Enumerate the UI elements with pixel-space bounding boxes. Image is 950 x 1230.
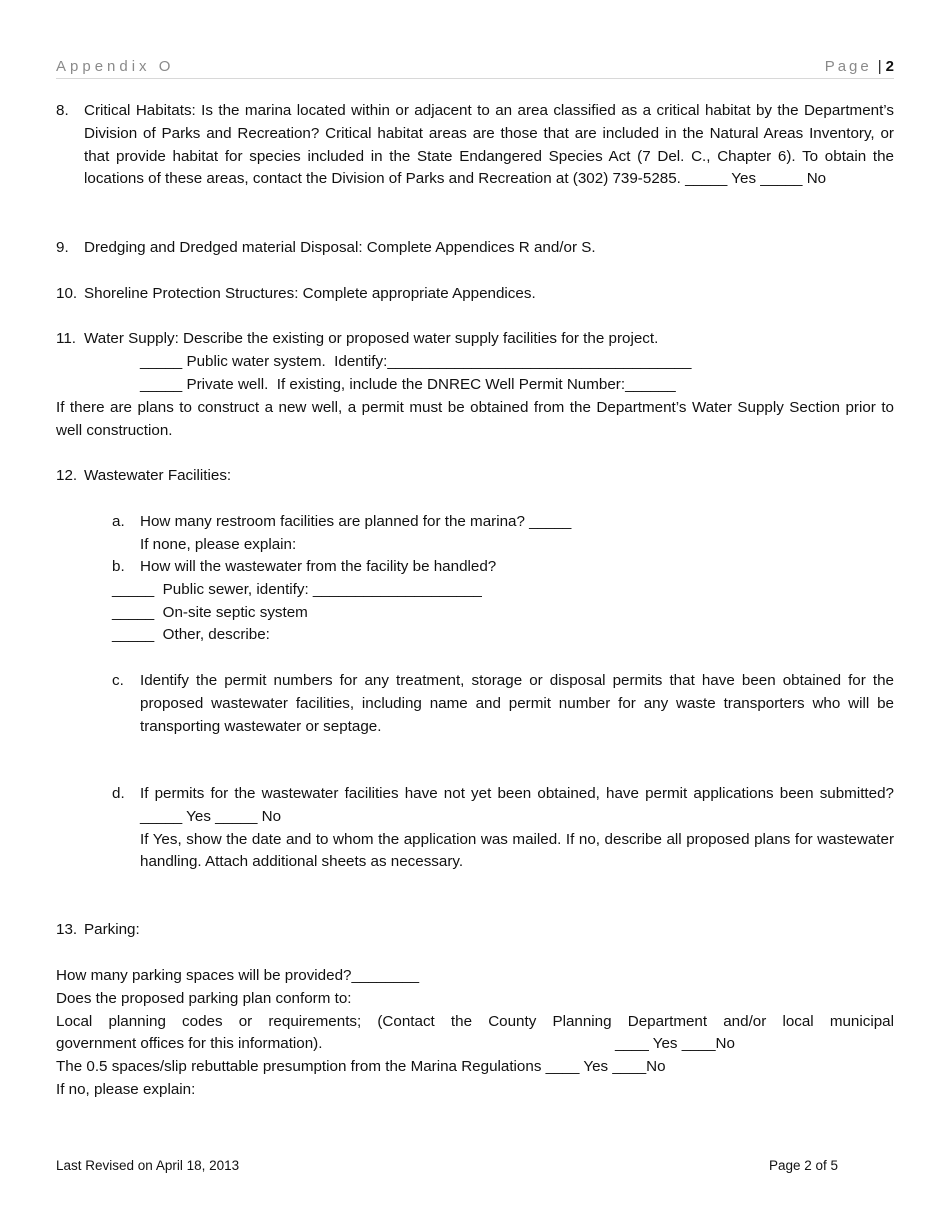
water-option-private-well: _____ Private well. If existing, include the DNREC Well Permit Number:______ — [140, 376, 676, 393]
question-text: Wastewater Facilities: — [84, 467, 232, 484]
header-page-indicator — [825, 56, 894, 79]
page-header — [56, 56, 894, 79]
header-page-number: 2 — [885, 58, 894, 75]
question-12b — [112, 556, 894, 579]
subquestion-followup: If Yes, show the date and to whom the application was mailed. If no, describe all proposed plans for wastewater handling. Attach additional sheets as necessary. — [140, 830, 894, 871]
question-11 — [56, 328, 894, 351]
footer-last-revised: Last Revised on April 18, 2013 — [56, 1158, 240, 1173]
parking-local-codes-cont: government offices for this information). — [56, 1035, 323, 1052]
subquestion-text: How many restroom facilities are planned for the marina? _____ — [140, 513, 572, 530]
subquestion-label: c. — [112, 672, 124, 689]
question-9 — [56, 237, 894, 260]
parking-conform-line: Does the proposed parking plan conform to: — [56, 990, 352, 1007]
subquestion-text: Identify the permit numbers for any treatment, storage or disposal permits that have been obtained for the proposed wastewater facilities, including name and permit number for any waste transporters who will be transporting wastewater or septage. — [140, 672, 894, 735]
question-number: 11. — [56, 330, 76, 347]
question-text: Water Supply: Describe the existing or proposed water supply facilities for the project. — [84, 330, 659, 347]
subquestion-label: d. — [112, 785, 125, 802]
wastewater-option-public-sewer: _____ Public sewer, identify: ____________________ — [112, 581, 482, 598]
subquestion-text: If permits for the wastewater facilities have not yet been obtained, have permit applications been submitted? _____ Yes _____ No — [140, 785, 894, 825]
question-13 — [56, 919, 894, 942]
subquestion-label: b. — [112, 558, 125, 575]
question-number: 12. — [56, 467, 78, 484]
question-12d — [112, 783, 894, 874]
water-option-public: _____ Public water system. Identify:____________________________________ — [140, 353, 692, 370]
footer-page-count: Page 2 of 5 — [769, 1158, 839, 1173]
wastewater-option-other: _____ Other, describe: — [112, 626, 270, 643]
well-permit-note: If there are plans to construct a new well, a permit must be obtained from the Department’s Water Supply Section prior to well construction. — [56, 399, 894, 439]
parking-explain-line: If no, please explain: — [56, 1081, 196, 1098]
question-number: 8. — [56, 102, 69, 119]
question-8 — [56, 100, 894, 191]
wastewater-option-septic: _____ On-site septic system — [112, 604, 308, 621]
question-12 — [56, 465, 894, 488]
question-number: 13. — [56, 921, 78, 938]
subquestion-text: How will the wastewater from the facility be handled? — [140, 558, 497, 575]
subquestion-label: a. — [112, 513, 125, 530]
parking-local-codes-yes-no: ____ Yes ____No — [615, 1035, 735, 1052]
header-page-label: Page — [824, 58, 872, 75]
question-12c — [112, 670, 894, 738]
question-text: Dredging and Dredged material Disposal: Complete Appendices R and/or S. — [84, 239, 596, 256]
subquestion-followup: If none, please explain: — [140, 535, 297, 553]
question-12a — [112, 511, 894, 557]
question-text: Parking: — [84, 921, 140, 938]
question-number: 10. — [56, 285, 78, 302]
parking-spaces-line: How many parking spaces will be provided?________ — [56, 967, 420, 984]
question-10 — [56, 283, 894, 306]
header-divider: | — [877, 58, 882, 75]
parking-presumption-line: The 0.5 spaces/slip rebuttable presumption from the Marina Regulations ____ Yes ____No — [56, 1058, 666, 1075]
header-appendix-title: Appendix O — [56, 58, 175, 75]
document-page — [56, 0, 894, 1230]
parking-local-codes-line: Local planning codes or requirements; (Contact the County Planning Department and/or local municipal — [56, 1013, 894, 1030]
question-text: Critical Habitats: Is the marina located within or adjacent to an area classified as a critical habitat by the Department’s Division of Parks and Recreation? Critical habitat areas are those that are included in the Natural Areas Inventory, or that provide habitat for species included in the State Endangered Species Act (7 Del. C., Chapter 6). To obtain the locations of these areas, contact the Division of Parks and Recreation at (302) 739-5285. _____ Yes _____ No — [84, 102, 894, 188]
question-number: 9. — [56, 239, 69, 256]
question-text: Shoreline Protection Structures: Complete appropriate Appendices. — [84, 285, 536, 302]
